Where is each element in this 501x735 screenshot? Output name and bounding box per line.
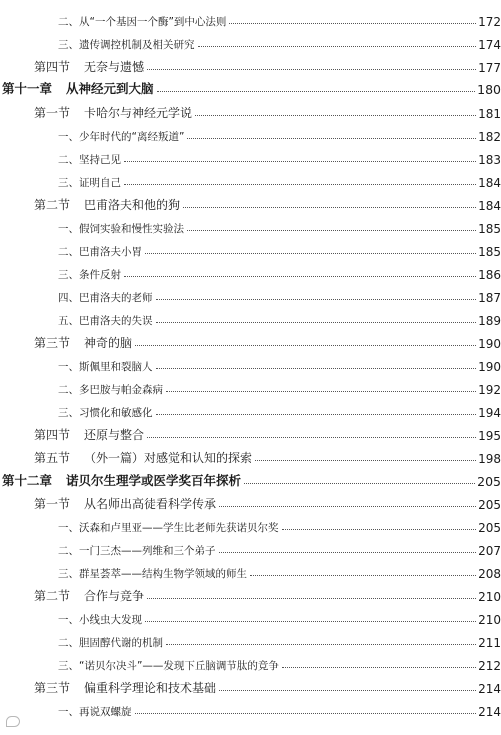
toc-subsection-row[interactable] bbox=[0, 535, 501, 558]
toc-subsection-row[interactable] bbox=[0, 259, 501, 282]
toc-entry-prefix: 三、 bbox=[58, 568, 79, 580]
toc-section-row[interactable] bbox=[0, 98, 501, 121]
toc-subsection-row[interactable] bbox=[0, 351, 501, 374]
toc-page-number: 185 bbox=[478, 222, 501, 236]
toc-page-number: 207 bbox=[478, 544, 501, 558]
toc-entry-title bbox=[0, 658, 282, 673]
toc-entry-prefix: 第一节 bbox=[34, 497, 71, 511]
toc-entry-title bbox=[0, 196, 183, 213]
toc-entry-title bbox=[0, 290, 156, 305]
toc-entry-prefix: 三、 bbox=[58, 177, 79, 189]
toc-entry-text: 合作与竞争 bbox=[84, 589, 145, 603]
toc-entry-title bbox=[0, 587, 147, 604]
toc-subsection-row[interactable] bbox=[0, 627, 501, 650]
toc-entry-text: 条件反射 bbox=[79, 269, 121, 281]
toc-entry-text: 坚持己见 bbox=[79, 154, 121, 166]
toc-entry-title bbox=[0, 635, 166, 650]
toc-entry-text: 习惯化和敏感化 bbox=[79, 407, 153, 419]
toc-page-number: 192 bbox=[478, 383, 501, 397]
chat-bubble-icon bbox=[6, 716, 20, 727]
toc-section-row[interactable] bbox=[0, 489, 501, 512]
toc-entry-prefix: 第三节 bbox=[34, 336, 71, 350]
toc-entry-text: 卡哈尔与神经元学说 bbox=[84, 106, 193, 120]
toc-entry-text: 偏重科学理论和技术基础 bbox=[84, 681, 217, 695]
dot-leader bbox=[219, 551, 477, 553]
toc-entry-text: 沃森和卢里亚——学生比老师先获诺贝尔奖 bbox=[79, 522, 279, 534]
toc-page-number: 174 bbox=[478, 38, 501, 52]
toc-subsection-row[interactable] bbox=[0, 374, 501, 397]
toc-subsection-row[interactable] bbox=[0, 213, 501, 236]
dot-leader bbox=[157, 90, 476, 92]
toc-subsection-row[interactable] bbox=[0, 236, 501, 259]
dot-leader bbox=[187, 229, 476, 231]
toc-subsection-row[interactable] bbox=[0, 167, 501, 190]
dot-leader bbox=[135, 712, 477, 714]
dot-leader bbox=[124, 183, 476, 185]
toc-entry-title bbox=[0, 221, 187, 236]
toc-entry-prefix: 第四节 bbox=[34, 60, 71, 74]
toc-entry-text: 无奈与遗憾 bbox=[84, 60, 145, 74]
toc-subsection-row[interactable] bbox=[0, 650, 501, 673]
dot-leader bbox=[187, 137, 476, 139]
toc-section-row[interactable] bbox=[0, 52, 501, 75]
toc-entry-title bbox=[0, 37, 198, 52]
toc-page-number: 194 bbox=[478, 406, 501, 420]
toc-section-row[interactable] bbox=[0, 328, 501, 351]
toc-entry-title bbox=[0, 704, 135, 719]
dot-leader bbox=[156, 413, 477, 415]
toc-entry-prefix: 第五节 bbox=[34, 451, 71, 465]
dot-leader bbox=[219, 689, 476, 691]
toc-entry-prefix: 第一节 bbox=[34, 106, 71, 120]
toc-entry-title bbox=[0, 244, 145, 259]
toc-entry-text: 多巴胺与帕金森病 bbox=[79, 384, 163, 396]
toc-entry-text: 从名师出高徒看科学传承 bbox=[84, 497, 217, 511]
toc-entry-prefix: 一、 bbox=[58, 361, 79, 373]
toc-entry-text: 神奇的脑 bbox=[84, 336, 133, 350]
toc-entry-prefix: 一、 bbox=[58, 223, 79, 235]
toc-entry-title bbox=[0, 58, 147, 75]
toc-entry-text: 证明自己 bbox=[79, 177, 121, 189]
toc-entry-text: “诺贝尔决斗”——发现下丘脑调节肽的竞争 bbox=[79, 660, 279, 672]
toc-entry-text: 巴甫洛夫的失误 bbox=[79, 315, 153, 327]
toc-page-number: 210 bbox=[478, 613, 501, 627]
toc-subsection-row[interactable] bbox=[0, 397, 501, 420]
toc-entry-title bbox=[0, 152, 124, 167]
dot-leader bbox=[156, 321, 477, 323]
toc-section-row[interactable] bbox=[0, 420, 501, 443]
toc-page-number: 205 bbox=[478, 521, 501, 535]
toc-entry-text: 胆固醇代谢的机制 bbox=[79, 637, 163, 649]
toc-entry-prefix: 二、 bbox=[58, 154, 79, 166]
toc-entry-prefix: 第三节 bbox=[34, 681, 71, 695]
toc-entry-prefix: 第二节 bbox=[34, 198, 71, 212]
toc-entry-prefix: 三、 bbox=[58, 39, 79, 51]
toc-page-number: 214 bbox=[478, 705, 501, 719]
toc-entry-prefix: 二、 bbox=[58, 637, 79, 649]
toc-entry-title bbox=[0, 543, 219, 558]
toc-entry-prefix: 第十一章 bbox=[2, 81, 53, 96]
toc-entry-title bbox=[0, 175, 124, 190]
dot-leader bbox=[244, 482, 475, 484]
toc-entry-text: 巴甫洛夫的老师 bbox=[79, 292, 153, 304]
toc-entry-text: 从神经元到大脑 bbox=[66, 81, 154, 96]
toc-entry-prefix: 二、 bbox=[58, 545, 79, 557]
toc-entry-title bbox=[0, 471, 244, 489]
dot-leader bbox=[229, 22, 476, 24]
toc-entry-text: 群星荟萃——结构生物学领域的师生 bbox=[79, 568, 247, 580]
toc-entry-title bbox=[0, 495, 219, 512]
toc-entry-prefix: 第十二章 bbox=[2, 473, 53, 488]
toc-page-number: 211 bbox=[478, 636, 501, 650]
dot-leader bbox=[255, 459, 476, 461]
toc-entry-prefix: 三、 bbox=[58, 269, 79, 281]
toc-chapter-row[interactable] bbox=[0, 466, 501, 489]
toc-page-number: 180 bbox=[477, 82, 501, 97]
toc-page-number: 205 bbox=[477, 474, 501, 489]
toc-entry-text: 假饲实验和慢性实验法 bbox=[79, 223, 184, 235]
toc-entry-prefix: 一、 bbox=[58, 614, 79, 626]
toc-subsection-row[interactable] bbox=[0, 6, 501, 29]
toc-entry-text: 遗传调控机制及相关研究 bbox=[79, 39, 195, 51]
toc-entry-title bbox=[0, 334, 135, 351]
toc-entry-title bbox=[0, 566, 250, 581]
toc-subsection-row[interactable] bbox=[0, 604, 501, 627]
toc-page-number: 187 bbox=[478, 291, 501, 305]
toc-entry-title bbox=[0, 104, 195, 121]
toc-chapter-row[interactable] bbox=[0, 74, 501, 97]
toc-entry-title bbox=[0, 426, 147, 443]
toc-entry-text: 从“一个基因一个酶”到中心法则 bbox=[79, 16, 227, 28]
toc-page-number: 182 bbox=[478, 130, 501, 144]
toc-page-number: 189 bbox=[478, 314, 501, 328]
dot-leader bbox=[147, 68, 476, 70]
toc-entry-prefix: 五、 bbox=[58, 315, 79, 327]
toc-page-number: 210 bbox=[478, 590, 501, 604]
toc-entry-title bbox=[0, 382, 166, 397]
dot-leader bbox=[135, 344, 476, 346]
toc-entry-text: 还原与整合 bbox=[84, 428, 145, 442]
dot-leader bbox=[145, 620, 476, 622]
toc-subsection-row[interactable] bbox=[0, 696, 501, 719]
toc-subsection-row[interactable] bbox=[0, 121, 501, 144]
dot-leader bbox=[219, 505, 476, 507]
toc-entry-prefix: 二、 bbox=[58, 246, 79, 258]
toc-page-number: 186 bbox=[478, 268, 501, 282]
toc-entry-title bbox=[0, 14, 229, 29]
toc-entry-prefix: 二、 bbox=[58, 384, 79, 396]
toc-subsection-row[interactable] bbox=[0, 558, 501, 581]
toc-entry-text: 少年时代的“离经叛道” bbox=[79, 131, 185, 143]
dot-leader bbox=[282, 528, 477, 530]
toc-entry-title bbox=[0, 79, 157, 97]
toc-entry-title bbox=[0, 313, 156, 328]
toc-entry-title bbox=[0, 405, 156, 420]
toc-section-row[interactable] bbox=[0, 673, 501, 696]
toc-page-number: 184 bbox=[478, 199, 501, 213]
dot-leader bbox=[166, 390, 476, 392]
toc-entry-text: 小线虫大发现 bbox=[79, 614, 142, 626]
toc-entry-title bbox=[0, 520, 282, 535]
toc-entry-title bbox=[0, 129, 187, 144]
toc-entry-text: 再说双螺旋 bbox=[79, 706, 132, 718]
toc-entry-title bbox=[0, 359, 156, 374]
dot-leader bbox=[166, 643, 476, 645]
toc-entry-title bbox=[0, 679, 219, 696]
toc-subsection-row[interactable] bbox=[0, 282, 501, 305]
dot-leader bbox=[282, 666, 476, 668]
toc-section-row[interactable] bbox=[0, 190, 501, 213]
toc-entry-prefix: 第二节 bbox=[34, 589, 71, 603]
toc-page-number: 208 bbox=[478, 567, 501, 581]
toc-entry-prefix: 三、 bbox=[58, 660, 79, 672]
watermark bbox=[6, 716, 20, 727]
toc-entry-title bbox=[0, 267, 124, 282]
toc-entry-prefix: 三、 bbox=[58, 407, 79, 419]
toc-page-number: 183 bbox=[478, 153, 501, 167]
dot-leader bbox=[198, 45, 477, 47]
toc-subsection-row[interactable] bbox=[0, 29, 501, 52]
toc-page-number: 172 bbox=[478, 15, 501, 29]
toc-entry-title bbox=[0, 612, 145, 627]
toc-page-number: 214 bbox=[478, 682, 501, 696]
dot-leader bbox=[124, 275, 476, 277]
dot-leader bbox=[195, 114, 476, 116]
toc-entry-prefix: 第四节 bbox=[34, 428, 71, 442]
dot-leader bbox=[250, 574, 476, 576]
dot-leader bbox=[156, 367, 477, 369]
dot-leader bbox=[147, 597, 476, 599]
toc-page-number: 184 bbox=[478, 176, 501, 190]
toc-page-number: 185 bbox=[478, 245, 501, 259]
toc-entry-title bbox=[0, 449, 255, 466]
toc-entry-text: 一门三杰——列维和三个弟子 bbox=[79, 545, 216, 557]
toc-page-number: 190 bbox=[478, 337, 501, 351]
toc-entry-text: 斯佩里和裂脑人 bbox=[79, 361, 153, 373]
toc-entry-text: 巴甫洛夫小胃 bbox=[79, 246, 142, 258]
toc-entry-text: （外一篇）对感觉和认知的探索 bbox=[84, 451, 253, 465]
toc-page-number: 195 bbox=[478, 429, 501, 443]
toc-page-number: 181 bbox=[478, 107, 501, 121]
dot-leader bbox=[156, 298, 477, 300]
dot-leader bbox=[124, 160, 476, 162]
toc-entry-prefix: 一、 bbox=[58, 131, 79, 143]
toc-section-row[interactable] bbox=[0, 581, 501, 604]
toc-page-number: 177 bbox=[478, 61, 501, 75]
toc-page-number: 212 bbox=[478, 659, 501, 673]
toc-entry-prefix: 一、 bbox=[58, 706, 79, 718]
toc-entry-text: 巴甫洛夫和他的狗 bbox=[84, 198, 181, 212]
toc-subsection-row[interactable] bbox=[0, 144, 501, 167]
toc-entry-prefix: 四、 bbox=[58, 292, 79, 304]
toc-entry-prefix: 一、 bbox=[58, 522, 79, 534]
toc-page-number: 190 bbox=[478, 360, 501, 374]
dot-leader bbox=[145, 252, 476, 254]
toc-section-row[interactable] bbox=[0, 443, 501, 466]
toc-entry-text: 诺贝尔生理学或医学奖百年探析 bbox=[66, 473, 242, 488]
toc-subsection-row[interactable] bbox=[0, 305, 501, 328]
toc-subsection-row[interactable] bbox=[0, 512, 501, 535]
dot-leader bbox=[147, 436, 476, 438]
toc-page-number: 205 bbox=[478, 498, 501, 512]
dot-leader bbox=[183, 206, 476, 208]
toc-page-number: 198 bbox=[478, 452, 501, 466]
toc-entry-prefix: 二、 bbox=[58, 16, 79, 28]
